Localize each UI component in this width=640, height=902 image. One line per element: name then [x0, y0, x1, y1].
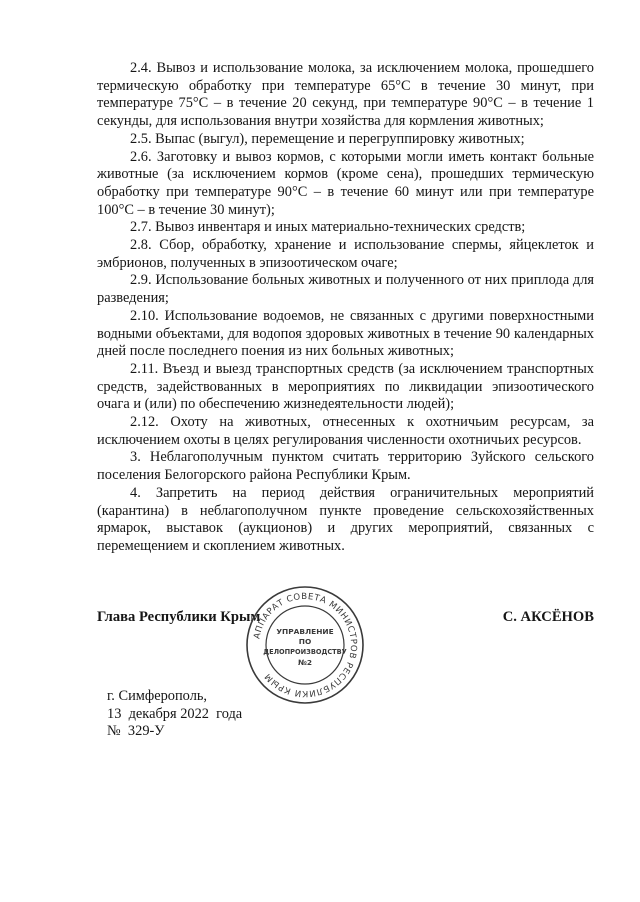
paragraph-2-9: 2.9. Использование больных животных и полученного от них приплода для разведения; [97, 272, 594, 307]
paragraph-4: 4. Запретить на период действия ограничительных мероприятий (карантина) в неблагополучном пункте проведение сельскохозяйственных ярмарок, выставок (аукционов) и других мероприятий, связанных с перемещением и скоплением животных. [97, 484, 594, 554]
footer-date: 13 декабря 2022 года [107, 705, 243, 722]
paragraph-2-8: 2.8. Сбор, обработку, хранение и использование спермы, яйцеклеток и эмбрионов, полученных в эпизоотическом очаге; [97, 237, 594, 271]
stamp-line-2: ПО [298, 637, 312, 646]
footer-city: г. Симферополь, [107, 688, 208, 704]
signature-name: С. АКСЁНОВ [502, 609, 594, 625]
paragraph-2-4: 2.4. Вывоз и использование молока, за исключением молока, прошедшего термическую обработку при температуре 65°С в течение 30 минут, при температуре 75°С – в течение 20 секунд, при температуре 90°С – в течение 1 секунды, для использования внутри хозяйства для кормления животных; [97, 60, 594, 130]
paragraph-2-11: 2.11. Въезд и выезд транспортных средств (за исключением транспортных средств, задействованных в мероприятиях по ликвидации эпизоотического очага и (или) по обеспечению жизнедеятельности людей); [97, 360, 594, 413]
stamp-ring-text: АППАРАТ СОВЕТА МИНИСТРОВ РЕСПУБЛИКИ КРЫМ [252, 591, 359, 699]
stamp-line-3: ДЕЛОПРОИЗВОДСТВУ [263, 648, 347, 656]
official-stamp [244, 584, 366, 706]
document-body [97, 60, 594, 556]
paragraph-2-10: 2.10. Использование водоемов, не связанных с другими поверхностными водными объектами, для водопоя здоровых животных в течение 90 календарных дней после последнего поения из них больных животных; [97, 307, 594, 360]
footer-number: № 329-У [107, 723, 165, 740]
paragraph-3: 3. Неблагополучным пунктом считать территорию Зуйского сельского поселения Белогорского района Республики Крым. [97, 449, 594, 484]
paragraph-2-7: 2.7. Вывоз инвентаря и иных материально-технических средств; [130, 219, 526, 236]
document-footer [107, 688, 242, 741]
paragraph-2-5: 2.5. Выпас (выгул), перемещение и перегруппировку животных; [130, 130, 525, 147]
paragraph-2-6: 2.6. Заготовку и вывоз кормов, с которыми могли иметь контакт больные животные (за исключением кормов (кроме сена), прошедших термическую обработку при температуре 90°С – в течение 60 минут или при температуре 100°С – в течение 30 минут); [97, 148, 594, 218]
signature-title: Глава Республики Крым [97, 609, 261, 625]
stamp-line-1: УПРАВЛЕНИЕ [276, 627, 334, 636]
stamp-line-4: №2 [297, 658, 313, 667]
paragraph-2-12: 2.12. Охоту на животных, отнесенных к охотничьим ресурсам, за исключением охоты в целях регулирования численности охотничьих ресурсов. [97, 414, 594, 448]
